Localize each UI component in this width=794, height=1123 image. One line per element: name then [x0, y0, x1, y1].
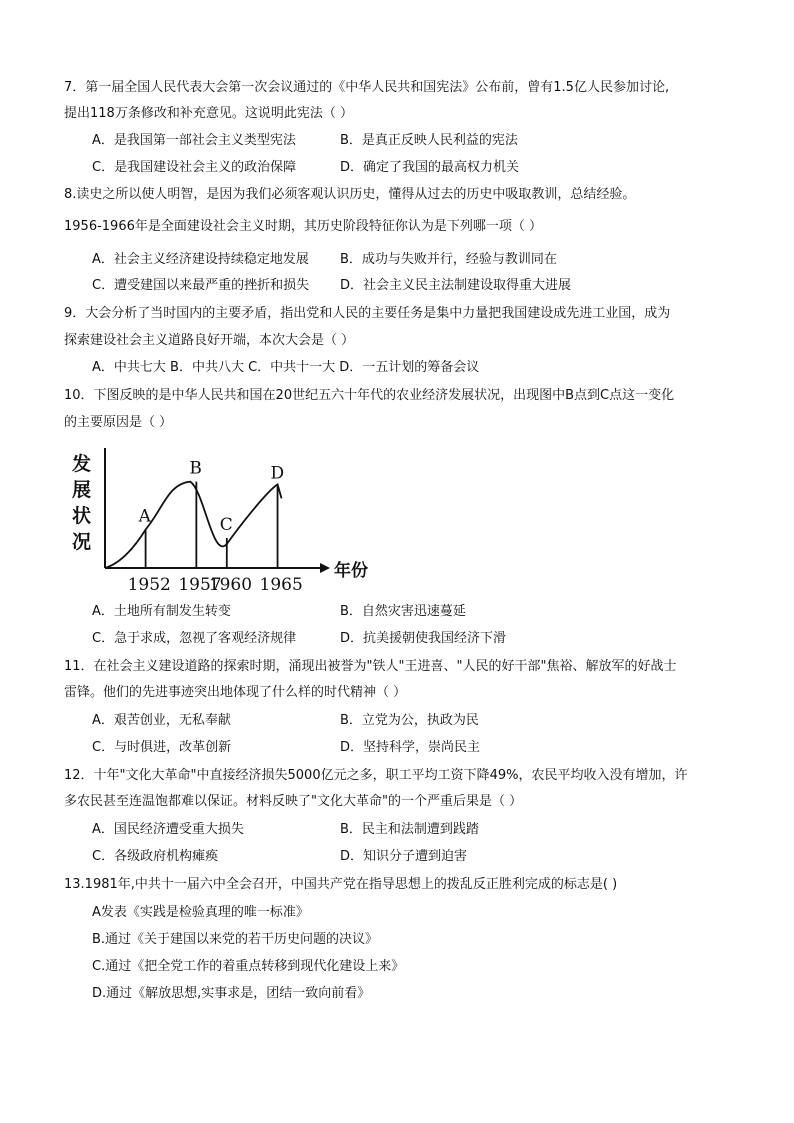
q7-stem-line2: 提出118万条修改和补充意见。这说明此宪法（ ）: [64, 106, 353, 121]
q11-option-c: C．与时俱进，改革创新: [92, 740, 232, 755]
q8-stem-line1: 8.读史之所以使人明智，是因为我们必须客观认识历史，懂得从过去的历史中吸取教训，总结经验。: [64, 187, 636, 202]
chart-y-label-char: 展: [72, 479, 92, 501]
q9-stem-line2: 探索建设社会主义道路良好开端，本次大会是（ ）: [64, 333, 355, 348]
q12-option-c: C．各级政府机构瘫痪: [92, 849, 219, 864]
q13-option-c: C.通过《把全党工作的着重点转移到现代化建设上来》: [92, 959, 405, 974]
q10-option-a: A．土地所有制发生转变: [92, 604, 231, 619]
q7-stem-line1: 7．第一届全国人民代表大会第一次会议通过的《中华人民共和国宪法》公布前，曾有1.5亿人民参加讨论,: [64, 80, 670, 95]
chart-point-label: B: [189, 458, 202, 479]
chart-y-label-char: 况: [72, 531, 92, 553]
q11-stem-line1: 11．在社会主义建设道路的探索时期，涌现出被誉为"铁人"王进喜、"人民的好干部"焦裕、解放军的好战士: [64, 659, 677, 674]
chart-x-tick-label: 1965: [259, 575, 303, 595]
q10-option-c: C．急于求成，忽视了客观经济规律: [92, 631, 297, 646]
q10-option-d: D．抗美援朝使我国经济下滑: [340, 631, 507, 646]
q12-stem-line2: 多农民甚至连温饱都难以保证。材料反映了"文化大革命"的一个严重后果是（ ）: [64, 794, 523, 809]
q11-option-b: B．立党为公，执政为民: [340, 713, 479, 728]
chart-x-tick-label: 1952: [127, 575, 171, 595]
chart-point-label: D: [270, 463, 285, 484]
q12-option-a: A．国民经济遭受重大损失: [92, 822, 244, 837]
q8-option-c: C．遭受建国以来最严重的挫折和损失: [92, 278, 310, 293]
q12-stem-line1: 12．十年"文化大革命"中直接经济损失5000亿元之多，职工平均工资下降49%，农民平均收入没有增加，许: [64, 768, 688, 783]
chart-point-label: C: [219, 515, 233, 535]
q7-option-d: D．确定了我国的最高权力机关: [340, 160, 520, 175]
chart-y-label-char: 发: [72, 453, 92, 475]
chart-y-axis-label: [72, 452, 91, 553]
chart-x-tick-label: 1957: [178, 575, 222, 595]
q9-options: A．中共七大 B．中共八大 C．中共十一大 D．一五计划的筹备会议: [92, 360, 480, 375]
q13-stem: 13.1981年,中共十一届六中全会召开，中国共产党在指导思想上的拨乱反正胜利完成的标志是( ): [64, 877, 618, 892]
q11-option-a: A．艰苦创业，无私奉献: [92, 713, 231, 728]
chart-x-axis-label: 年份: [334, 561, 368, 581]
q8-stem-line2: 1956-1966年是全面建设社会主义时期，其历史阶段特征你认为是下列哪一项（ ）: [64, 219, 542, 234]
chart-x-tick-label: 1960: [208, 575, 253, 595]
q9-stem-line1: 9．大会分析了当时国内的主要矛盾，指出党和人民的主要任务是集中力量把我国建设成先进工业国，成为: [64, 306, 671, 321]
q12-option-d: D．知识分子遭到迫害: [340, 849, 468, 864]
agriculture-development-chart: [68, 440, 388, 598]
q8-option-a: A．社会主义经济建设持续稳定地发展: [92, 252, 309, 267]
chart-y-label-char: 状: [72, 505, 92, 527]
q8-option-d: D．社会主义民主法制建设取得重大进展: [340, 278, 572, 293]
q7-option-a: A．是我国第一部社会主义类型宪法: [92, 133, 296, 148]
q10-option-b: B．自然灾害迅速蔓延: [340, 604, 466, 619]
q7-option-b: B．是真正反映人民利益的宪法: [340, 133, 518, 148]
q13-option-a: A发表《实践是检验真理的唯一标准》: [92, 905, 309, 920]
q11-option-d: D．坚持科学，崇尚民主: [340, 740, 481, 755]
q13-option-b: B.通过《关于建国以来党的若干历史问题的决议》: [92, 932, 379, 947]
chart-x-axis-arrow: [320, 563, 330, 573]
chart-line-series: [105, 482, 282, 568]
q10-stem-line2: 的主要原因是（ ）: [64, 415, 173, 430]
q8-option-b: B．成功与失败并行，经验与教训同在: [340, 252, 557, 267]
chart-point-label: A: [138, 506, 151, 527]
q12-option-b: B．民主和法制遭到践踏: [340, 822, 479, 837]
q13-option-d: D.通过《解放思想,实事求是，团结一致向前看》: [92, 986, 371, 1001]
q10-stem-line1: 10．下图反映的是中华人民共和国在20世纪五六十年代的农业经济发展状况，出现图中B点到C点这一变化: [64, 388, 675, 403]
q11-stem-line2: 雷锋。他们的先进事迹突出地体现了什么样的时代精神（ ）: [64, 685, 407, 700]
q7-option-c: C．是我国建设社会主义的政治保障: [92, 160, 297, 175]
